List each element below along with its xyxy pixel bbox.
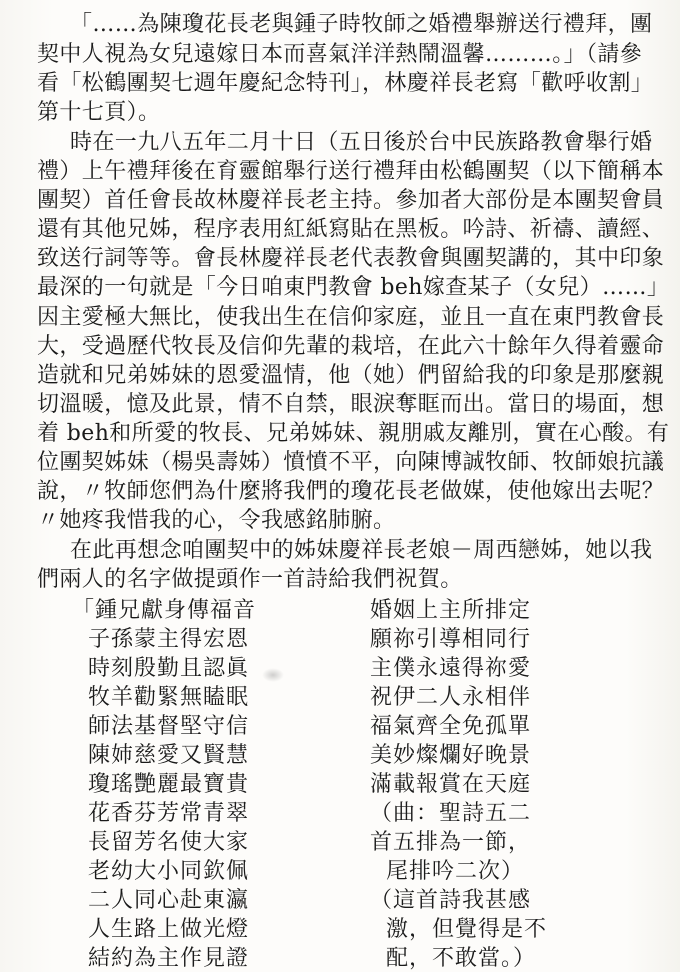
paragraph-line: 第十七頁）。 (37, 100, 161, 125)
paragraph-line: 說，〃牧師您們為什麼將我們的瓊花長老做媒，使他嫁出去呢？ (37, 479, 665, 504)
poem-left-line: 瓊瑤艷麗最寶貴 (88, 772, 250, 797)
poem-left-line: 二人同心赴東瀛 (88, 888, 250, 913)
poem-left-line: 師法基督堅守信 (88, 714, 250, 739)
poem-right-line: 願祢引導相同行 (370, 627, 532, 652)
poem-left-line: 牧羊勸緊無瞌眠 (88, 685, 250, 710)
paragraph-line: 看「松鶴團契七週年慶紀念特刊」，林慶祥長老寫「歡呼收割」 (37, 71, 654, 96)
poem-right-line: 祝伊二人永相伴 (370, 685, 532, 710)
paragraph-line: 在此再想念咱團契中的姊妹慶祥長老娘－周西戀姊，她以我 (70, 538, 653, 563)
poem-left-line: 時刻殷勤且認眞 (88, 656, 250, 681)
poem-right-line: （曲：聖詩五二 (370, 801, 532, 826)
paragraph-line: 致送行詞等等。會長林慶祥長老代表教會與團契講的，其中印象 (37, 246, 665, 271)
paragraph-line: 禮）上午禮拜後在育靈館舉行送行禮拜由松鶴團契（以下簡稱本 (37, 159, 665, 184)
poem-right-line: 滿載報賞在天庭 (370, 772, 532, 797)
poem-left-line: 長留芳名使大家 (88, 830, 250, 855)
paragraph-line: 「……為陳瓊花長老與鍾子時牧師之婚禮舉辦送行禮拜，團 (70, 12, 653, 37)
poem-right-line: 福氣齊全免孤單 (370, 714, 532, 739)
poem-right-line: 美妙燦爛好晚景 (370, 743, 532, 768)
poem-right-line: 尾排吟二次） (386, 859, 525, 884)
paragraph-line: 最深的一句就是「今日咱東門教會 beh嫁查某子（女兒）……」 (37, 275, 670, 300)
poem-left-line: 陳姉慈愛又賢慧 (88, 743, 250, 768)
paragraph-line: 位團契姊妹（楊吳壽姊）憤憤不平，向陳博誠牧師、牧師娘抗議 (37, 450, 665, 475)
paragraph-line: 時在一九八五年二月十日（五日後於台中民族路教會舉行婚 (70, 130, 653, 155)
poem-left-line: 人生路上做光燈 (88, 917, 250, 942)
paragraph-line: 因主愛極大無比，使我出生在信仰家庭，並且一直在東門教會長 (37, 305, 665, 330)
poem-left-line: 「鍾兄獻身傳福音 (72, 598, 257, 623)
poem-left-line: 子孫蒙主得宏恩 (88, 627, 250, 652)
poem-left-line: 花香芬芳常青翠 (88, 801, 250, 826)
poem-left-line: 結約為主作見證 (88, 946, 250, 971)
paragraph-line: 契中人視為女兒遠嫁日本而喜氣洋洋熱鬧溫馨………。」（請參 (37, 42, 643, 67)
paragraph-line: 們兩人的名字做提頭作一首詩給我們祝賀。 (37, 567, 463, 592)
paragraph-line: 切溫暖，憶及此景，情不自禁，眼淚奪眶而出。當日的場面，想 (37, 392, 665, 417)
poem-left-line: 老幼大小同欽佩 (88, 859, 250, 884)
print-smudge (262, 668, 284, 682)
poem-right-line: 配，不敢當。） (386, 946, 537, 971)
paragraph-line: 大，受過歷代牧長及信仰先輩的栽培，在此六十餘年久得着靈命 (37, 334, 665, 359)
poem-right-line: 主僕永遠得祢愛 (370, 656, 532, 681)
paragraph-line: 〃她疼我惜我的心，令我感銘肺腑。 (37, 508, 396, 533)
poem-right-line: 首五排為一節， (370, 830, 532, 855)
poem-right-line: 婚姻上主所排定 (370, 598, 532, 623)
paragraph-line: 造就和兄弟姊妹的恩愛溫情，他（她）們留給我的印象是那麼親 (37, 363, 665, 388)
paragraph-line: 着 beh和所愛的牧長、兄弟姊妹、親朋戚友離別，實在心酸。有 (37, 421, 670, 446)
poem-right-line: （這首詩我甚感 (370, 888, 532, 913)
poem-right-line: 激，但覺得是不 (386, 917, 548, 942)
paragraph-line: 還有其他兄姊，程序表用紅紙寫貼在黑板。吟詩、祈禱、讀經、 (37, 217, 665, 242)
paragraph-line: 團契）首任會長故林慶祥長老主持。參加者大部份是本團契會員 (37, 188, 665, 213)
